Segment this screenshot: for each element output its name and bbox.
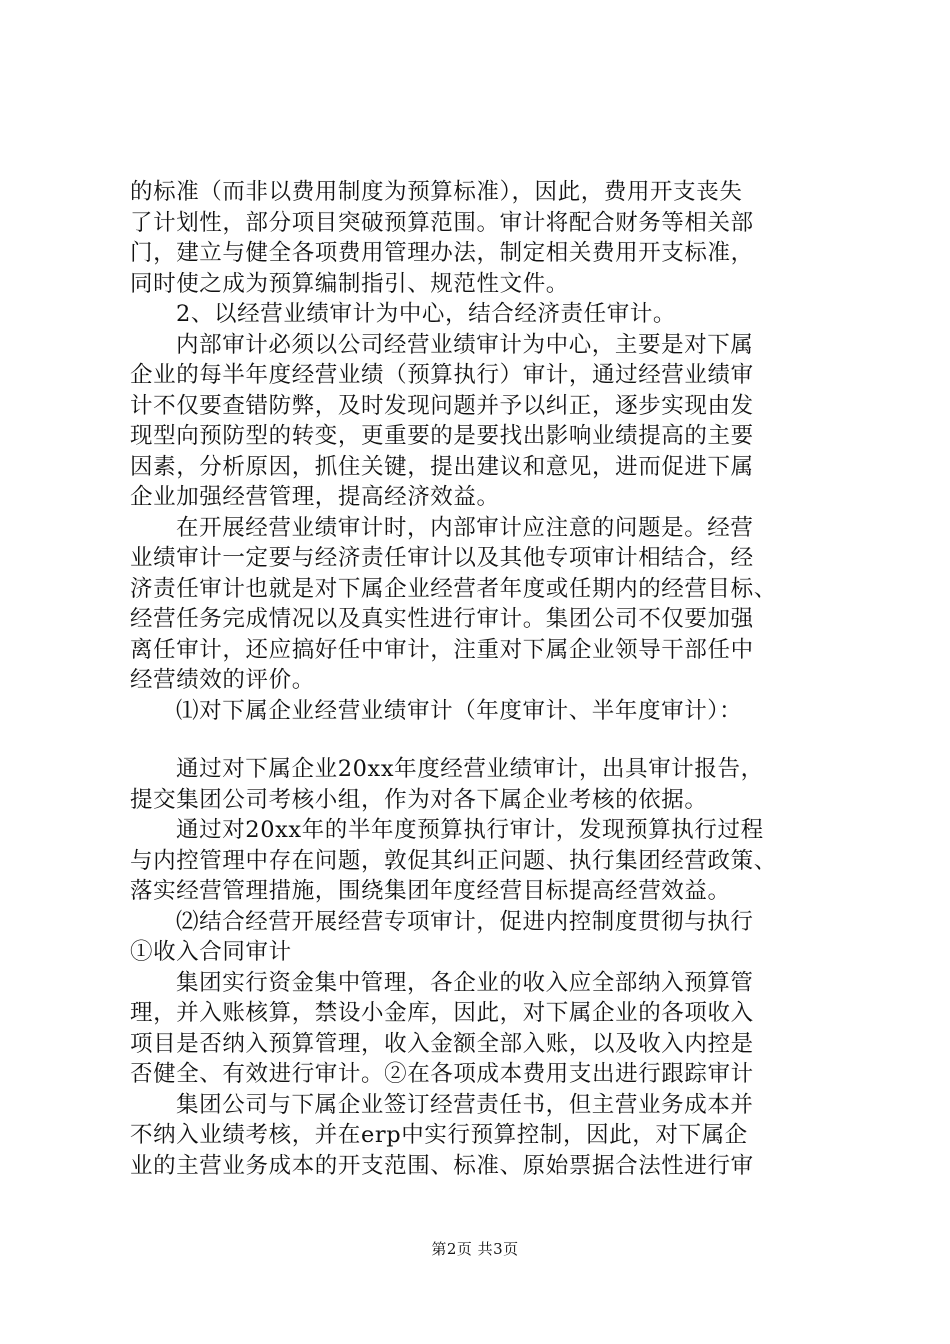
text-line: 业的主营业务成本的开支范围、标准、原始票据合法性进行审 — [130, 1152, 754, 1179]
document-body — [130, 177, 830, 1181]
text-line: 不纳入业绩考核，并在erp中实行预算控制，因此，对下属企 — [130, 1122, 748, 1148]
text-line: 了计划性，部分项目突破预算范围。审计将配合财务等相关部 — [130, 209, 754, 236]
paragraph-gap — [130, 726, 830, 754]
page-footer: 第2页 共3页 — [431, 1240, 519, 1258]
text-line: 经营绩效的评价。 — [130, 667, 315, 693]
text-line: 因素，分析原因，抓住关键，提出建议和意见，进而促进下属 — [130, 453, 754, 480]
text-line: 业绩审计一定要与经济责任审计以及其他专项审计相结合，经 — [130, 545, 754, 571]
text-line: 在开展经营业绩审计时，内部审计应注意的问题是。经营 — [176, 514, 754, 541]
text-line: 与内控管理中存在问题，敦促其纠正问题、执行集团经营政策、 — [130, 847, 777, 874]
text-line: 门，建立与健全各项费用管理办法，制定相关费用开支标准， — [130, 240, 754, 266]
text-line: 2、以经营业绩审计为中心，结合经济责任审计。 — [176, 301, 677, 327]
text-line: 济责任审计也就是对下属企业经营者年度或任期内的经营目标、 — [130, 575, 777, 602]
text-line: 同时使之成为预算编制指引、规范性文件。 — [130, 270, 569, 297]
text-line: 落实经营管理措施，围绕集团年度经营目标提高经营效益。 — [130, 878, 731, 904]
text-line: 否健全、有效进行审计。②在各项成本费用支出进行跟踪审计 — [130, 1061, 754, 1087]
text-line: 通过对下属企业20xx年度经营业绩审计，出具审计报告， — [176, 756, 764, 782]
text-line: 集团公司与下属企业签订经营责任书，但主营业务成本并 — [176, 1091, 754, 1118]
text-line: 的标准（而非以费用制度为预算标准），因此，费用开支丧失 — [130, 179, 743, 205]
text-line: 提交集团公司考核小组，作为对各下属企业考核的依据。 — [130, 786, 708, 813]
text-line: 经营任务完成情况以及真实性进行审计。集团公司不仅要加强 — [130, 606, 754, 632]
text-line: 企业的每半年度经营业绩（预算执行）审计，通过经营业绩审 — [130, 362, 754, 388]
text-line: 现型向预防型的转变，更重要的是要找出影响业绩提高的主要 — [130, 423, 754, 449]
text-line: 集团实行资金集中管理，各企业的收入应全部纳入预算管 — [176, 969, 754, 996]
text-line: 通过对20xx年的半年度预算执行审计，发现预算执行过程 — [176, 817, 764, 843]
text-line: 理，并入账核算，禁设小金库，因此，对下属企业的各项收入 — [130, 1000, 754, 1026]
text-line: 项目是否纳入预算管理，收入金额全部入账，以及收入内控是 — [130, 1030, 754, 1057]
text-line: 计不仅要查错防弊，及时发现问题并予以纠正，逐步实现由发 — [130, 392, 754, 419]
text-line: 离任审计，还应搞好任中审计，注重对下属企业领导干部任中 — [130, 636, 754, 663]
text-line: ①收入合同审计 — [130, 939, 292, 965]
text-line: ⑴对下属企业经营业绩审计（年度审计、半年度审计）： — [176, 697, 743, 724]
text-line: 企业加强经营管理，提高经济效益。 — [130, 484, 500, 510]
text-line: ⑵结合经营开展经营专项审计，促进内控制度贯彻与执行 — [176, 908, 754, 935]
text-line: 内部审计必须以公司经营业绩审计为中心，主要是对下属 — [176, 331, 754, 358]
